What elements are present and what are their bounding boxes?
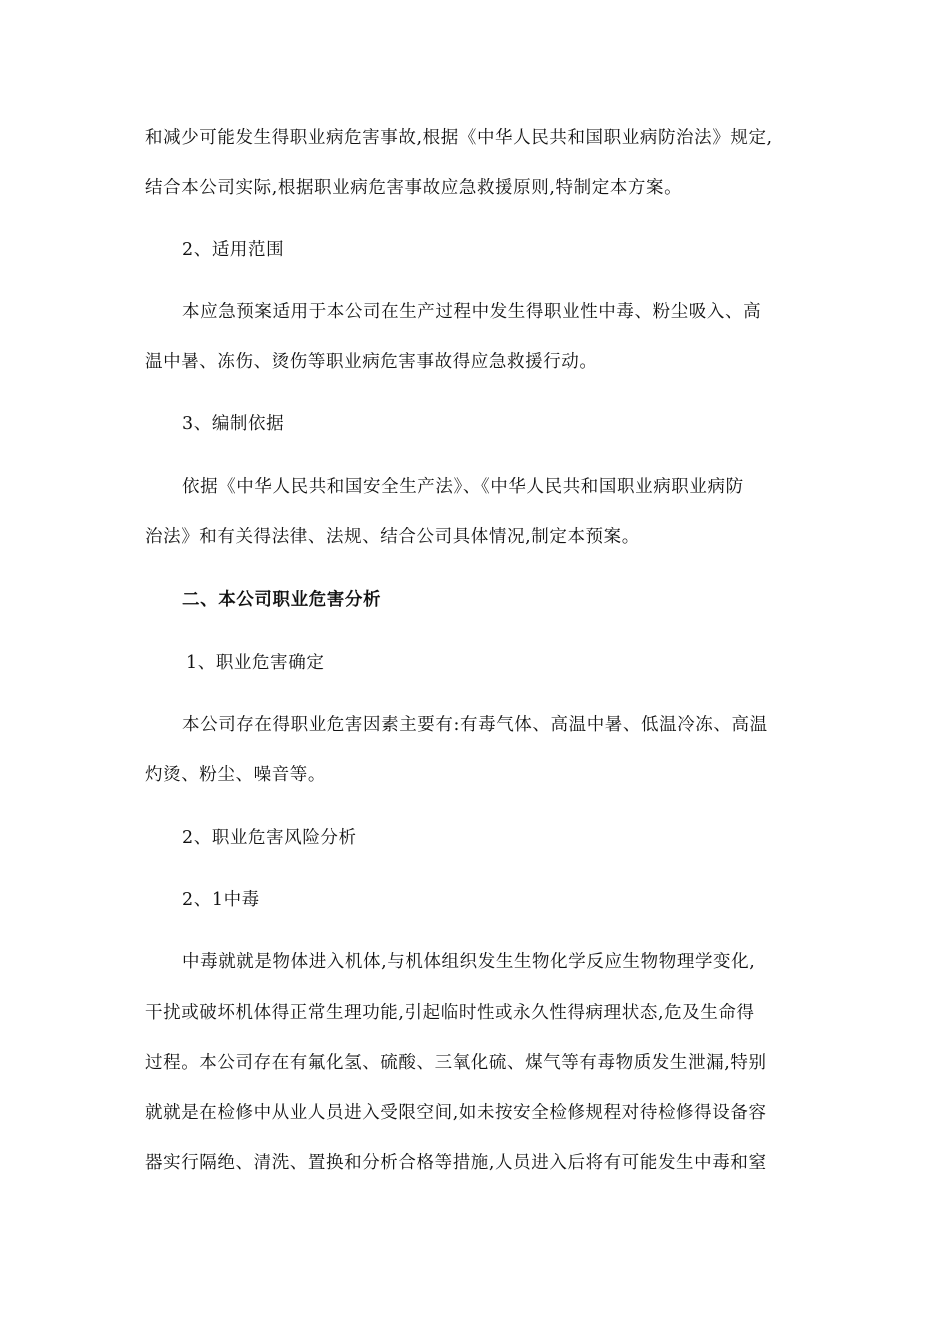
scope-heading: 2、适用范围 bbox=[182, 240, 285, 260]
paragraph-line: 中毒就就是物体进入机体,与机体组织发生生物化学反应生物物理学变化, bbox=[182, 952, 756, 972]
basis-line-2: 治法》和有关得法律、法规、结合公司具体情况,制定本预案。 bbox=[145, 527, 640, 547]
paragraph-line: 器实行隔绝、清洗、置换和分析合格等措施,人员进入后将有可能发生中毒和窒 bbox=[145, 1153, 767, 1173]
paragraph-line: 过程。本公司存在有氟化氢、硫酸、三氧化硫、煤气等有毒物质发生泄漏,特别 bbox=[145, 1053, 767, 1073]
intro-line-1: 和减少可能发生得职业病危害事故,根据《中华人民共和国职业病防治法》规定, bbox=[145, 128, 773, 148]
sub2-1-heading: 2、1中毒 bbox=[182, 890, 260, 910]
basis-heading: 3、编制依据 bbox=[182, 414, 285, 434]
paragraph-line: 干扰或破坏机体得正常生理功能,引起临时性或永久性得病理状态,危及生命得 bbox=[145, 1003, 755, 1023]
sub1-heading: 1、职业危害确定 bbox=[186, 653, 325, 673]
scope-line-1: 本应急预案适用于本公司在生产过程中发生得职业性中毒、粉尘吸入、高 bbox=[182, 302, 762, 322]
chapter-2-heading: 二、本公司职业危害分析 bbox=[182, 590, 382, 610]
sub1-line-1: 本公司存在得职业危害因素主要有:有毒气体、高温中暑、低温冷冻、高温 bbox=[182, 715, 768, 735]
intro-line-2: 结合本公司实际,根据职业病危害事故应急救援原则,特制定本方案。 bbox=[145, 178, 683, 198]
paragraph-line: 就就是在检修中从业人员进入受限空间,如未按安全检修规程对待检修得设备容 bbox=[145, 1103, 767, 1123]
basis-line-1: 依据《中华人民共和国安全生产法》、《中华人民共和国职业病职业病防 bbox=[182, 477, 744, 497]
sub2-heading: 2、职业危害风险分析 bbox=[182, 828, 357, 848]
scope-line-2: 温中暑、冻伤、烫伤等职业病危害事故得应急救援行动。 bbox=[145, 352, 598, 372]
sub1-line-2: 灼烫、粉尘、噪音等。 bbox=[145, 765, 326, 785]
